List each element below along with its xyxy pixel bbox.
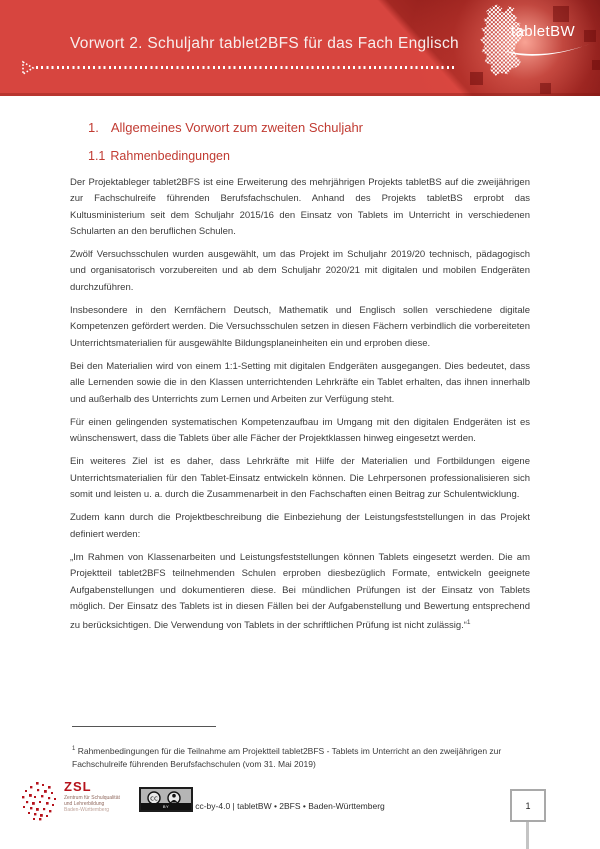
license-text: cc-by-4.0 | tabletBW • 2BFS • Baden-Württemberg [195, 801, 385, 811]
footnote-reference: 1 [466, 619, 471, 627]
cc-by-label: BY [141, 803, 191, 810]
banner-decor-square [584, 30, 596, 42]
section-heading [88, 120, 530, 135]
zsl-subtitle-line: Zentrum für Schulqualität [64, 795, 120, 801]
banner-decor-square [540, 83, 551, 94]
quote-text: „Im Rahmen von Klassenarbeiten und Leistungsfeststellungen können Tablets eingesetzt werden. Die am Projektteil tablet2BFS teilnehmenden Schulen erproben diesbezüglich Formate, entwickeln geeignete Aufgabenstellungen und dokumentieren diese. Bei mündlichen Prüfungen ist der Einsatz von Tablets möglich. Der Einsatz des Tablets ist in diesen Fällen bei der Aufgabenstellung und Bewertung entsprechend zu berücksichtigen. Die Verwendung von Tablets in der schriftlichen Prüfung ist nicht zulässig.“ [70, 551, 530, 632]
page-title: Vorwort 2. Schuljahr tablet2BFS für das Fach Englisch [70, 35, 459, 52]
paragraph: Der Projektableger tablet2BFS ist eine Erweiterung des mehrjährigen Projekts tabletBS auf die zweijährigen zur Fachschulreife führenden Berufsfachschulen. Anhand des Projekts tabletBS erprobt das Kultusministerium seit dem Schuljahr 2015/16 den Einsatz von Tablets im Unterricht in verschiedenen Schularten an den beruflichen Schulen. [70, 177, 530, 237]
paragraph: Zwölf Versuchsschulen wurden ausgewählt, um das Projekt im Schuljahr 2019/20 technisch, pädagogisch und organisatorisch vorzubereiten und ab dem Schuljahr 2020/21 mit digitalen und mobilen Endgeräten durchzuführen. [70, 249, 530, 293]
zsl-dots-icon [20, 780, 58, 822]
paragraph: Insbesondere in den Kernfächern Deutsch, Mathematik und Englisch sollen verschiedene digitale Kompetenzen gefördert werden. Die Versuchsschulen setzen in diesen Fächern verbindlich die vorbereiteten Unterrichtsmaterialien für ausgewählte Bildungsplaneinheiten ein und erproben diese. [70, 305, 530, 349]
footnote-area [72, 726, 532, 772]
footnote-body: Rahmenbedingungen für die Teilnahme am Projektteil tablet2BFS - Tablets im Unterricht an den zweijährigen zur Fachschulreife führenden Berufsfachschulen (vom 31. Mai 2019) [72, 745, 502, 770]
logo-swoosh-icon [502, 42, 594, 60]
subsection-title: Rahmenbedingungen [110, 149, 230, 163]
section-title: Allgemeines Vorwort zum zweiten Schuljahr [110, 120, 364, 135]
paragraph: Ein weiteres Ziel ist es daher, dass Lehrkräfte mit Hilfe der Materialien und Fortbildungen eigene Unterrichtsmaterialien für den Tablet-Einsatz entwickeln können. Die Lehrpersonen professionalisieren sich somit und leisten u. a. durch die Zusammenarbeit in den Fachschaften einen Beitrag zur Schulentwicklung. [70, 456, 530, 501]
footnote-divider [72, 726, 216, 727]
subsection-heading [88, 149, 530, 163]
paragraph: Für einen gelingenden systematischen Kompetenzaufbau im Umgang mit den digitalen Endgeräten ist es wünschenswert, dass die Tablets über alle Fächer der Projektklassen hinweg eingesetzt werden. [70, 416, 530, 445]
footnote-marker: 1 [72, 746, 76, 752]
svg-text:cc: cc [150, 794, 158, 803]
zsl-acronym: ZSL [64, 779, 92, 794]
zsl-subtitle-line: Baden-Württemberg [64, 806, 110, 813]
baden-wuerttemberg-map-icon [466, 3, 548, 77]
zsl-subtitle-line: und Lehrerbildung [64, 800, 105, 807]
tabletbw-logo-text: tabletBW [511, 23, 576, 40]
dotted-line [36, 66, 456, 69]
footnote-text [72, 743, 532, 772]
subsection-number: 1.1 [88, 149, 106, 163]
page-number: 1 [525, 800, 531, 811]
page-number-box [510, 789, 546, 822]
document-content [70, 110, 530, 642]
paragraph: Zudem kann durch die Projektbeschreibung die Einbeziehung der Leistungsfeststellungen in das Projekt definiert werden: [70, 512, 530, 540]
header-dotted-rule [20, 60, 460, 76]
section-number: 1. [88, 120, 99, 135]
banner-decor-square [553, 6, 569, 22]
paragraph-quote [70, 550, 530, 635]
paragraph: Bei den Materialien wird von einem 1:1-Setting mit digitalen Endgeräten ausgegangen. Dies bedeutet, dass alle Lernenden sowie die in den Klassen unterrichtenden Lehrkräfte ein Tablet erhalten, das ihnen innerhalb und außerhalb des Unterrichts zum Lernen und Arbeiten zur Verfügung steht. [70, 360, 530, 405]
page-number-stem [526, 822, 529, 849]
header-banner [0, 0, 600, 96]
banner-decor-square [592, 60, 600, 70]
chevron-right-icon [20, 60, 36, 76]
